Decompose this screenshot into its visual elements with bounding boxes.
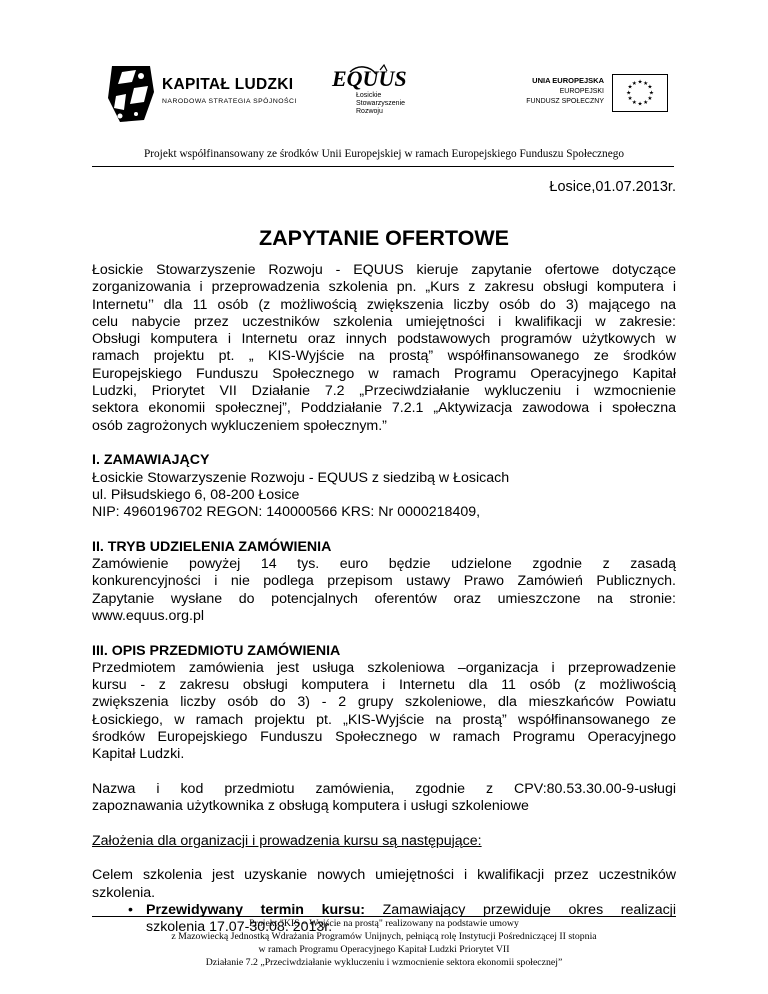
section-tryb: [92, 539, 676, 625]
svg-text:★: ★: [631, 99, 637, 106]
kapital-ludzki-emblem-icon: [106, 62, 156, 124]
spacer: [92, 435, 676, 452]
text-line: Nazwa i kod przedmiotu zamówienia, zgodnie z CPV:80.53.30.00-9-usługi: [92, 780, 676, 797]
text-line: zorganizowania i przeprowadzenia szkolenia pn. „Kurs z zakresu obsługi komputera i: [92, 279, 676, 296]
document-title: ZAPYTANIE OFERTOWE: [258, 226, 510, 250]
text-line: osób zagrożonych wykluczeniem społecznym.”: [92, 417, 387, 434]
text-line: Celem szkolenia jest uzyskanie nowych umiejętności i kwalifikacji przez uczestników: [92, 867, 676, 884]
bullet-label: Przewidywany termin kursu:: [146, 901, 365, 918]
equus-logo: [330, 64, 440, 130]
equus-name-line: Łosickie: [356, 92, 382, 99]
svg-text:★: ★: [643, 99, 649, 106]
svg-text:★: ★: [631, 80, 637, 87]
eu-flag-icon: [612, 74, 668, 112]
eu-logo-line: EUROPEJSKI: [559, 88, 604, 95]
kapital-ludzki-title: KAPITAŁ LUDZKI: [162, 76, 294, 93]
assumptions-heading: Założenia dla organizacji i prowadzenia kursu są następujące:: [92, 832, 482, 849]
text-line: Ludzki, Priorytet VII Działanie 7.2 „Przeciwdziałanie wykluczeniu i wzmocnienie: [92, 383, 676, 400]
section-opis-paragraph: [92, 660, 676, 764]
text-line: Łosickie Stowarzyszenie Rozwoju - EQUUS kieruje zapytanie ofertowe dotyczące: [92, 262, 676, 278]
svg-text:★: ★: [648, 90, 654, 97]
text-line: konkurencyjności i nie podlega przepisom ustawy Prawo Zamówień Publicznych.: [92, 573, 676, 590]
equus-org-name: [356, 92, 426, 116]
text-line: szkolenia.: [92, 884, 156, 901]
text-line: NIP: 4960196702 REGON: 140000566 KRS: Nr 0000218409,: [92, 504, 481, 521]
text-line: Łosickie Stowarzyszenie Rozwoju - EQUUS z siedzibą w Łosicach: [92, 469, 510, 486]
text-line: ramach projektu pt. „ KIS-Wyjście na prostą” współfinansowanego ze środków: [92, 348, 676, 365]
text-line: zapoznawania użytkownika z obsługą komputera i usługi szkoleniowe: [92, 798, 529, 815]
svg-text:★: ★: [637, 101, 643, 108]
spacer: [92, 625, 676, 642]
svg-text:★: ★: [627, 96, 633, 103]
cofinancing-note: Projekt współfinansowany ze środków Unii Europejskiej w ramach Europejskiego Funduszu Społecznego: [143, 148, 625, 160]
footer-line: z Mazowiecką Jednostką Wdrażania Programów Unijnych, pełniącą rolę Instytucji Pośredniczącej II stopnia: [171, 931, 597, 942]
section-opis: [92, 643, 676, 937]
text-line: zwiększenia liczby osób do 3) - 2 grupy szkoleniowe, dla mieszkańców Powiatu: [92, 694, 676, 711]
eu-logo-line: UNIA EUROPEJSKA: [532, 76, 604, 85]
text-line: sektora ekonomii społecznej”, Poddziałanie 7.2.1 „Aktywizacja zawodowa i społeczna: [92, 400, 676, 417]
footer-line: Projekt "KIS – Wyjście na prostą" realizowany na podstawie umowy: [249, 918, 519, 929]
section-heading: II. TRYB UDZIELENIA ZAMÓWIENIA: [92, 538, 332, 555]
equus-wordmark-icon: [330, 64, 410, 94]
text-line: ul. Piłsudskiego 6, 08-200 Łosice: [92, 486, 300, 503]
eu-logo: [508, 74, 668, 114]
equus-name-line: Rozwoju: [356, 108, 383, 115]
svg-text:★: ★: [647, 84, 653, 91]
text-line: szkolenia 17.07-30.08. 2013r.: [146, 919, 333, 936]
document-footer: [0, 917, 768, 969]
footer-line: w ramach Programu Operacyjnego Kapitał Ludzki Priorytet VII: [258, 944, 510, 955]
text-line: Łosickiego, w ramach projektu pt. „KIS-Wyjście na prostą” współfinansowanego ze: [92, 711, 676, 728]
text-line: Zapytanie wysłane do potencjalnych oferentów oraz umieszczone na stronie:: [92, 590, 676, 607]
eu-logo-line: FUNDUSZ SPOŁECZNY: [526, 98, 604, 105]
text-line: środków Europejskiego Funduszu Społecznego w ramach Programu Operacyjnego: [92, 729, 676, 746]
website-link[interactable]: www.equus.org.pl: [92, 607, 204, 624]
text-line: kursu - z zakresu obsługi komputera i Internetu dla 11 osób (z możliwością: [92, 677, 676, 694]
cpv-paragraph: [92, 781, 676, 816]
text-line: Przedmiotem zamówienia jest usługa szkoleniowa –organizacja i przeprowadzenie: [92, 659, 676, 676]
equus-name-line: Stowarzyszenie: [356, 100, 406, 107]
text-line: Obsługi komputera i Internetu oraz innych podstawowych programów użytkowych w: [92, 331, 676, 348]
svg-text:★: ★: [626, 90, 632, 97]
footer-line: Działanie 7.2 „Przeciwdziałanie wykluczeniu i wzmocnienie sektora ekonomii społecznej”: [205, 957, 563, 968]
text-line: celu nabycie przez uczestników szkolenia umiejętności i kwalifikacji w zakresie:: [92, 313, 676, 330]
svg-text:★: ★: [643, 80, 649, 87]
text-line: Kapitał Ludzki.: [92, 746, 185, 763]
kapital-ludzki-logo: [106, 62, 306, 126]
text-line: Zamówienie powyżej 14 tys. euro będzie udzielone zgodnie z zasadą: [92, 556, 676, 573]
document-date: Łosice,01.07.2013r.: [549, 179, 676, 195]
svg-text:★: ★: [647, 96, 653, 103]
spacer: [92, 521, 676, 538]
bullet-text: Zamawiający przewiduje okres realizacji: [364, 901, 676, 918]
section-heading: III. OPIS PRZEDMIOTU ZAMÓWIENIA: [92, 642, 341, 659]
header-divider: [92, 166, 674, 167]
spacer: [92, 764, 676, 781]
svg-text:★: ★: [627, 84, 633, 91]
kapital-ludzki-subtitle: NARODOWA STRATEGIA SPÓJNOŚCI: [162, 98, 297, 105]
section-zamawiajacy: [92, 452, 676, 521]
goal-paragraph: [92, 867, 676, 902]
intro-paragraph: [92, 262, 676, 435]
text-line: Europejskiego Funduszu Społecznego w ramach Programu Operacyjnego Kapitał: [92, 365, 676, 382]
document-body: [92, 262, 676, 937]
bullet-icon: •: [128, 901, 133, 918]
svg-text:EQUUS: EQUUS: [332, 66, 407, 91]
text-line: Internetu’’ dla 11 osób (z możliwością zwiększenia liczby osób do 3) mającego na: [92, 296, 676, 313]
svg-text:★: ★: [637, 79, 643, 86]
spacer: [92, 850, 676, 867]
section-heading: I. ZAMAWIAJĄCY: [92, 452, 210, 469]
spacer: [92, 816, 676, 833]
section-tryb-paragraph: [92, 556, 676, 625]
